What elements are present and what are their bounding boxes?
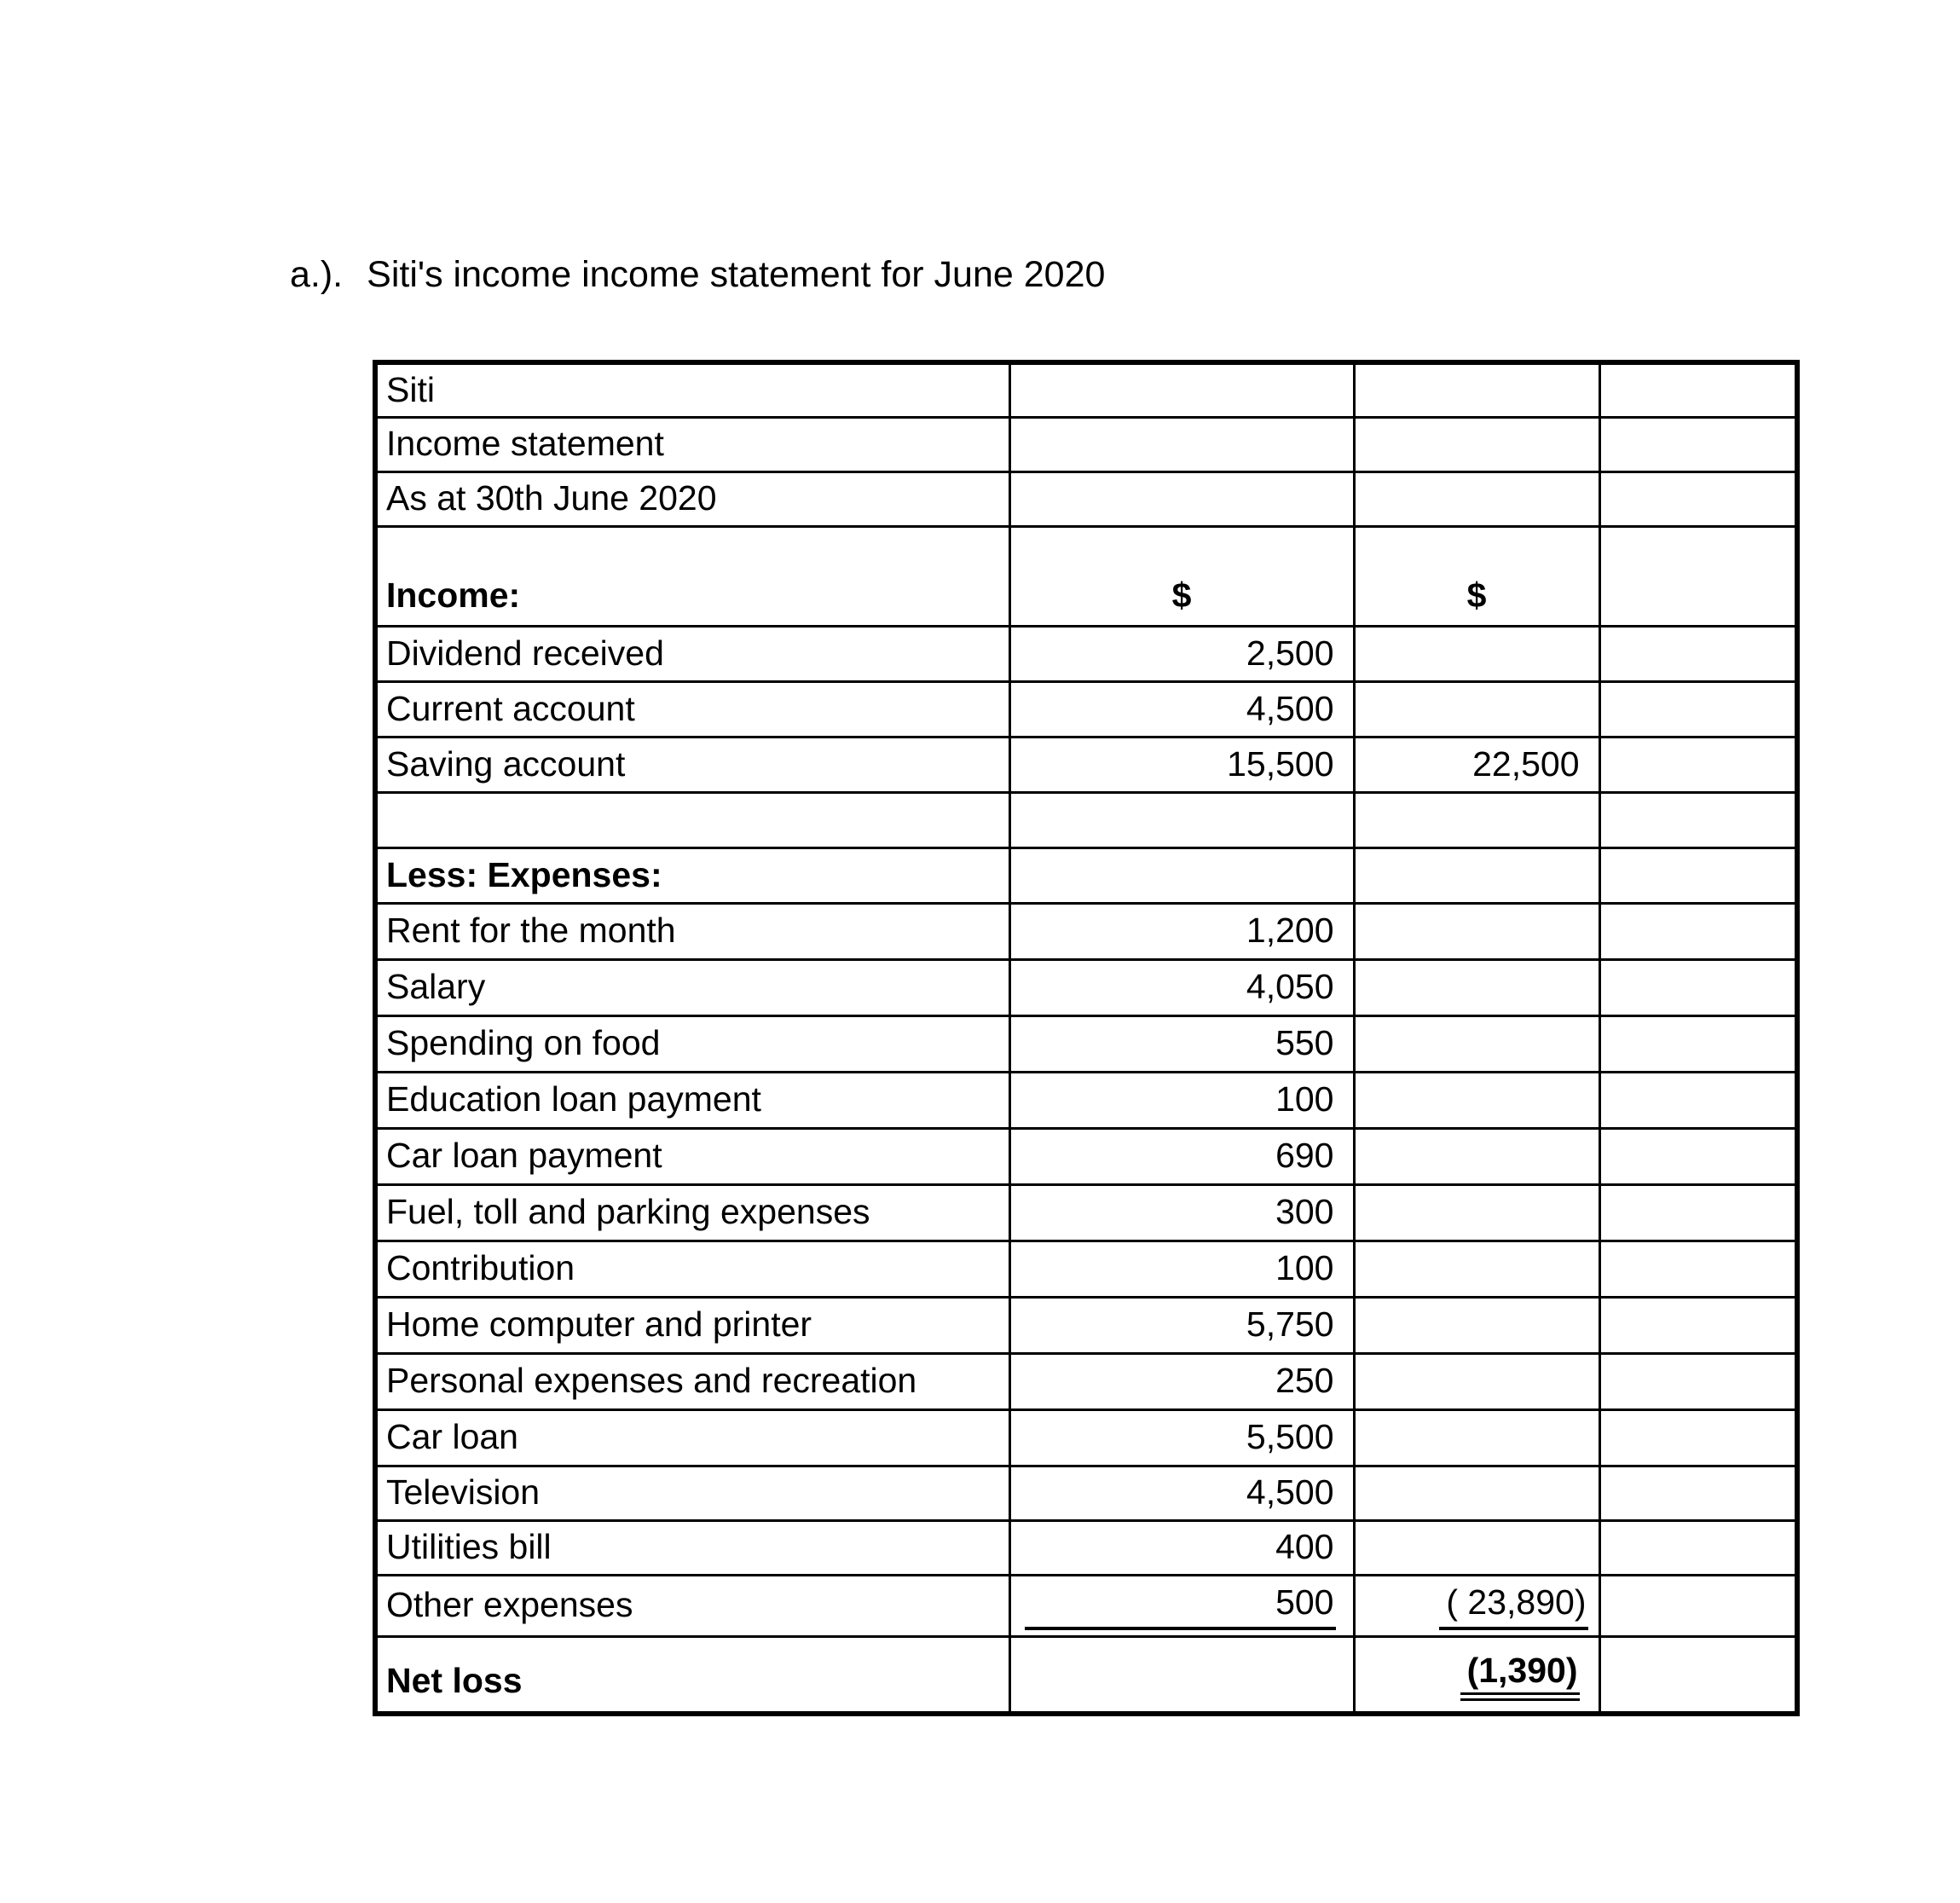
- table-row: [375, 626, 1797, 681]
- amount-cell: [1009, 362, 1354, 417]
- empty-cell: [1599, 1128, 1797, 1184]
- amount-cell: 250: [1009, 1353, 1354, 1409]
- label-cell: Income:: [375, 526, 1009, 626]
- title-text: Siti's income income statement for June 2020: [367, 254, 1106, 295]
- label-cell: Car loan payment: [375, 1128, 1009, 1184]
- empty-cell: [1599, 1072, 1797, 1128]
- total-cell: [1354, 1241, 1599, 1297]
- table-row-blank: [375, 792, 1797, 847]
- label-cell: Fuel, toll and parking expenses: [375, 1184, 1009, 1241]
- empty-cell: [1599, 1636, 1797, 1714]
- label-cell: Net loss: [375, 1636, 1009, 1714]
- label-cell: Current account: [375, 681, 1009, 737]
- total-cell: [1354, 903, 1599, 959]
- empty-cell: [1599, 903, 1797, 959]
- table-row: [375, 1184, 1797, 1241]
- amount-cell: [1009, 847, 1354, 903]
- amount-cell: 1,200: [1009, 903, 1354, 959]
- table-row-other-expenses: [375, 1575, 1797, 1636]
- amount-cell: 4,500: [1009, 681, 1354, 737]
- empty-cell: [1599, 1241, 1797, 1297]
- amount-cell: 100: [1009, 1241, 1354, 1297]
- label-cell: Utilities bill: [375, 1520, 1009, 1575]
- amount-cell: 300: [1009, 1184, 1354, 1241]
- amount-cell: [1009, 417, 1354, 471]
- empty-cell: [1599, 1466, 1797, 1520]
- total-cell: [1354, 1072, 1599, 1128]
- table-row: [375, 1466, 1797, 1520]
- empty-cell: [1599, 526, 1797, 626]
- amount-cell: 100: [1009, 1072, 1354, 1128]
- table-row: [375, 417, 1797, 471]
- empty-cell: [1599, 471, 1797, 526]
- empty-cell: [1599, 1297, 1797, 1353]
- label-cell: Salary: [375, 959, 1009, 1015]
- total-cell: [1354, 959, 1599, 1015]
- label-cell: Income statement: [375, 417, 1009, 471]
- page-title: [290, 255, 1105, 295]
- amount-cell: 400: [1009, 1520, 1354, 1575]
- empty-cell: [1599, 792, 1797, 847]
- table-row-expenses-header: [375, 847, 1797, 903]
- empty-cell: [1599, 1520, 1797, 1575]
- currency-header-cell: $: [1354, 526, 1599, 626]
- label-cell: Spending on food: [375, 1015, 1009, 1072]
- underlined-total: ( 23,890): [1439, 1582, 1587, 1629]
- table-row: [375, 1409, 1797, 1466]
- table-row: [375, 1015, 1797, 1072]
- label-cell: Rent for the month: [375, 903, 1009, 959]
- amount-cell: 690: [1009, 1128, 1354, 1184]
- total-cell: [1354, 1184, 1599, 1241]
- empty-cell: [1599, 1575, 1797, 1636]
- empty-cell: [1599, 847, 1797, 903]
- table-row: [375, 1241, 1797, 1297]
- total-cell: [1354, 1015, 1599, 1072]
- empty-cell: [1599, 1184, 1797, 1241]
- table-row: [375, 362, 1797, 417]
- amount-cell: 4,500: [1009, 1466, 1354, 1520]
- table-row: [375, 737, 1797, 792]
- empty-cell: [1599, 362, 1797, 417]
- empty-cell: [1599, 1409, 1797, 1466]
- label-cell: As at 30th June 2020: [375, 471, 1009, 526]
- empty-cell: [1599, 959, 1797, 1015]
- label-cell: Personal expenses and recreation: [375, 1353, 1009, 1409]
- amount-cell: [1009, 1575, 1354, 1636]
- amount-cell: [1009, 471, 1354, 526]
- amount-cell: 5,750: [1009, 1297, 1354, 1353]
- amount-cell: 4,050: [1009, 959, 1354, 1015]
- underlined-amount: 500: [1025, 1582, 1336, 1629]
- label-cell: Saving account: [375, 737, 1009, 792]
- total-cell: [1354, 1520, 1599, 1575]
- total-cell: [1354, 1297, 1599, 1353]
- total-cell: [1354, 1636, 1599, 1714]
- total-cell: [1354, 792, 1599, 847]
- total-cell: [1354, 626, 1599, 681]
- total-cell: [1354, 1353, 1599, 1409]
- label-cell: Contribution: [375, 1241, 1009, 1297]
- label-cell: Home computer and printer: [375, 1297, 1009, 1353]
- total-cell: 22,500: [1354, 737, 1599, 792]
- total-cell: [1354, 1128, 1599, 1184]
- amount-cell: [1009, 792, 1354, 847]
- amount-cell: 550: [1009, 1015, 1354, 1072]
- table-row-income-header: [375, 526, 1797, 626]
- total-cell: [1354, 417, 1599, 471]
- total-cell: [1354, 1466, 1599, 1520]
- empty-cell: [1599, 737, 1797, 792]
- amount-cell: 15,500: [1009, 737, 1354, 792]
- total-cell: [1354, 362, 1599, 417]
- table-row: [375, 1072, 1797, 1128]
- income-statement-table: [373, 360, 1800, 1716]
- amount-cell: 5,500: [1009, 1409, 1354, 1466]
- table-row-net-loss: [375, 1636, 1797, 1714]
- label-cell: Siti: [375, 362, 1009, 417]
- table-row: [375, 1520, 1797, 1575]
- empty-cell: [1599, 417, 1797, 471]
- empty-cell: [1599, 1015, 1797, 1072]
- total-cell: [1354, 847, 1599, 903]
- label-cell: Education loan payment: [375, 1072, 1009, 1128]
- amount-cell: [1009, 1636, 1354, 1714]
- table-row: [375, 1353, 1797, 1409]
- label-cell: Other expenses: [375, 1575, 1009, 1636]
- label-cell: Less: Expenses:: [375, 847, 1009, 903]
- title-prefix: a.).: [290, 254, 344, 295]
- currency-header-cell: $: [1009, 526, 1354, 626]
- label-cell: [375, 792, 1009, 847]
- label-cell: Dividend received: [375, 626, 1009, 681]
- total-cell: [1354, 681, 1599, 737]
- total-cell: [1354, 1575, 1599, 1636]
- table-row: [375, 681, 1797, 737]
- label-cell: Car loan: [375, 1409, 1009, 1466]
- amount-cell: 2,500: [1009, 626, 1354, 681]
- total-cell: [1354, 471, 1599, 526]
- double-underlined-total: (1,390): [1460, 1651, 1580, 1701]
- table-row: [375, 471, 1797, 526]
- table-row: [375, 1297, 1797, 1353]
- table-row: [375, 903, 1797, 959]
- table-row: [375, 1128, 1797, 1184]
- total-cell: [1354, 1409, 1599, 1466]
- empty-cell: [1599, 681, 1797, 737]
- label-cell: Television: [375, 1466, 1009, 1520]
- empty-cell: [1599, 1353, 1797, 1409]
- table-row: [375, 959, 1797, 1015]
- empty-cell: [1599, 626, 1797, 681]
